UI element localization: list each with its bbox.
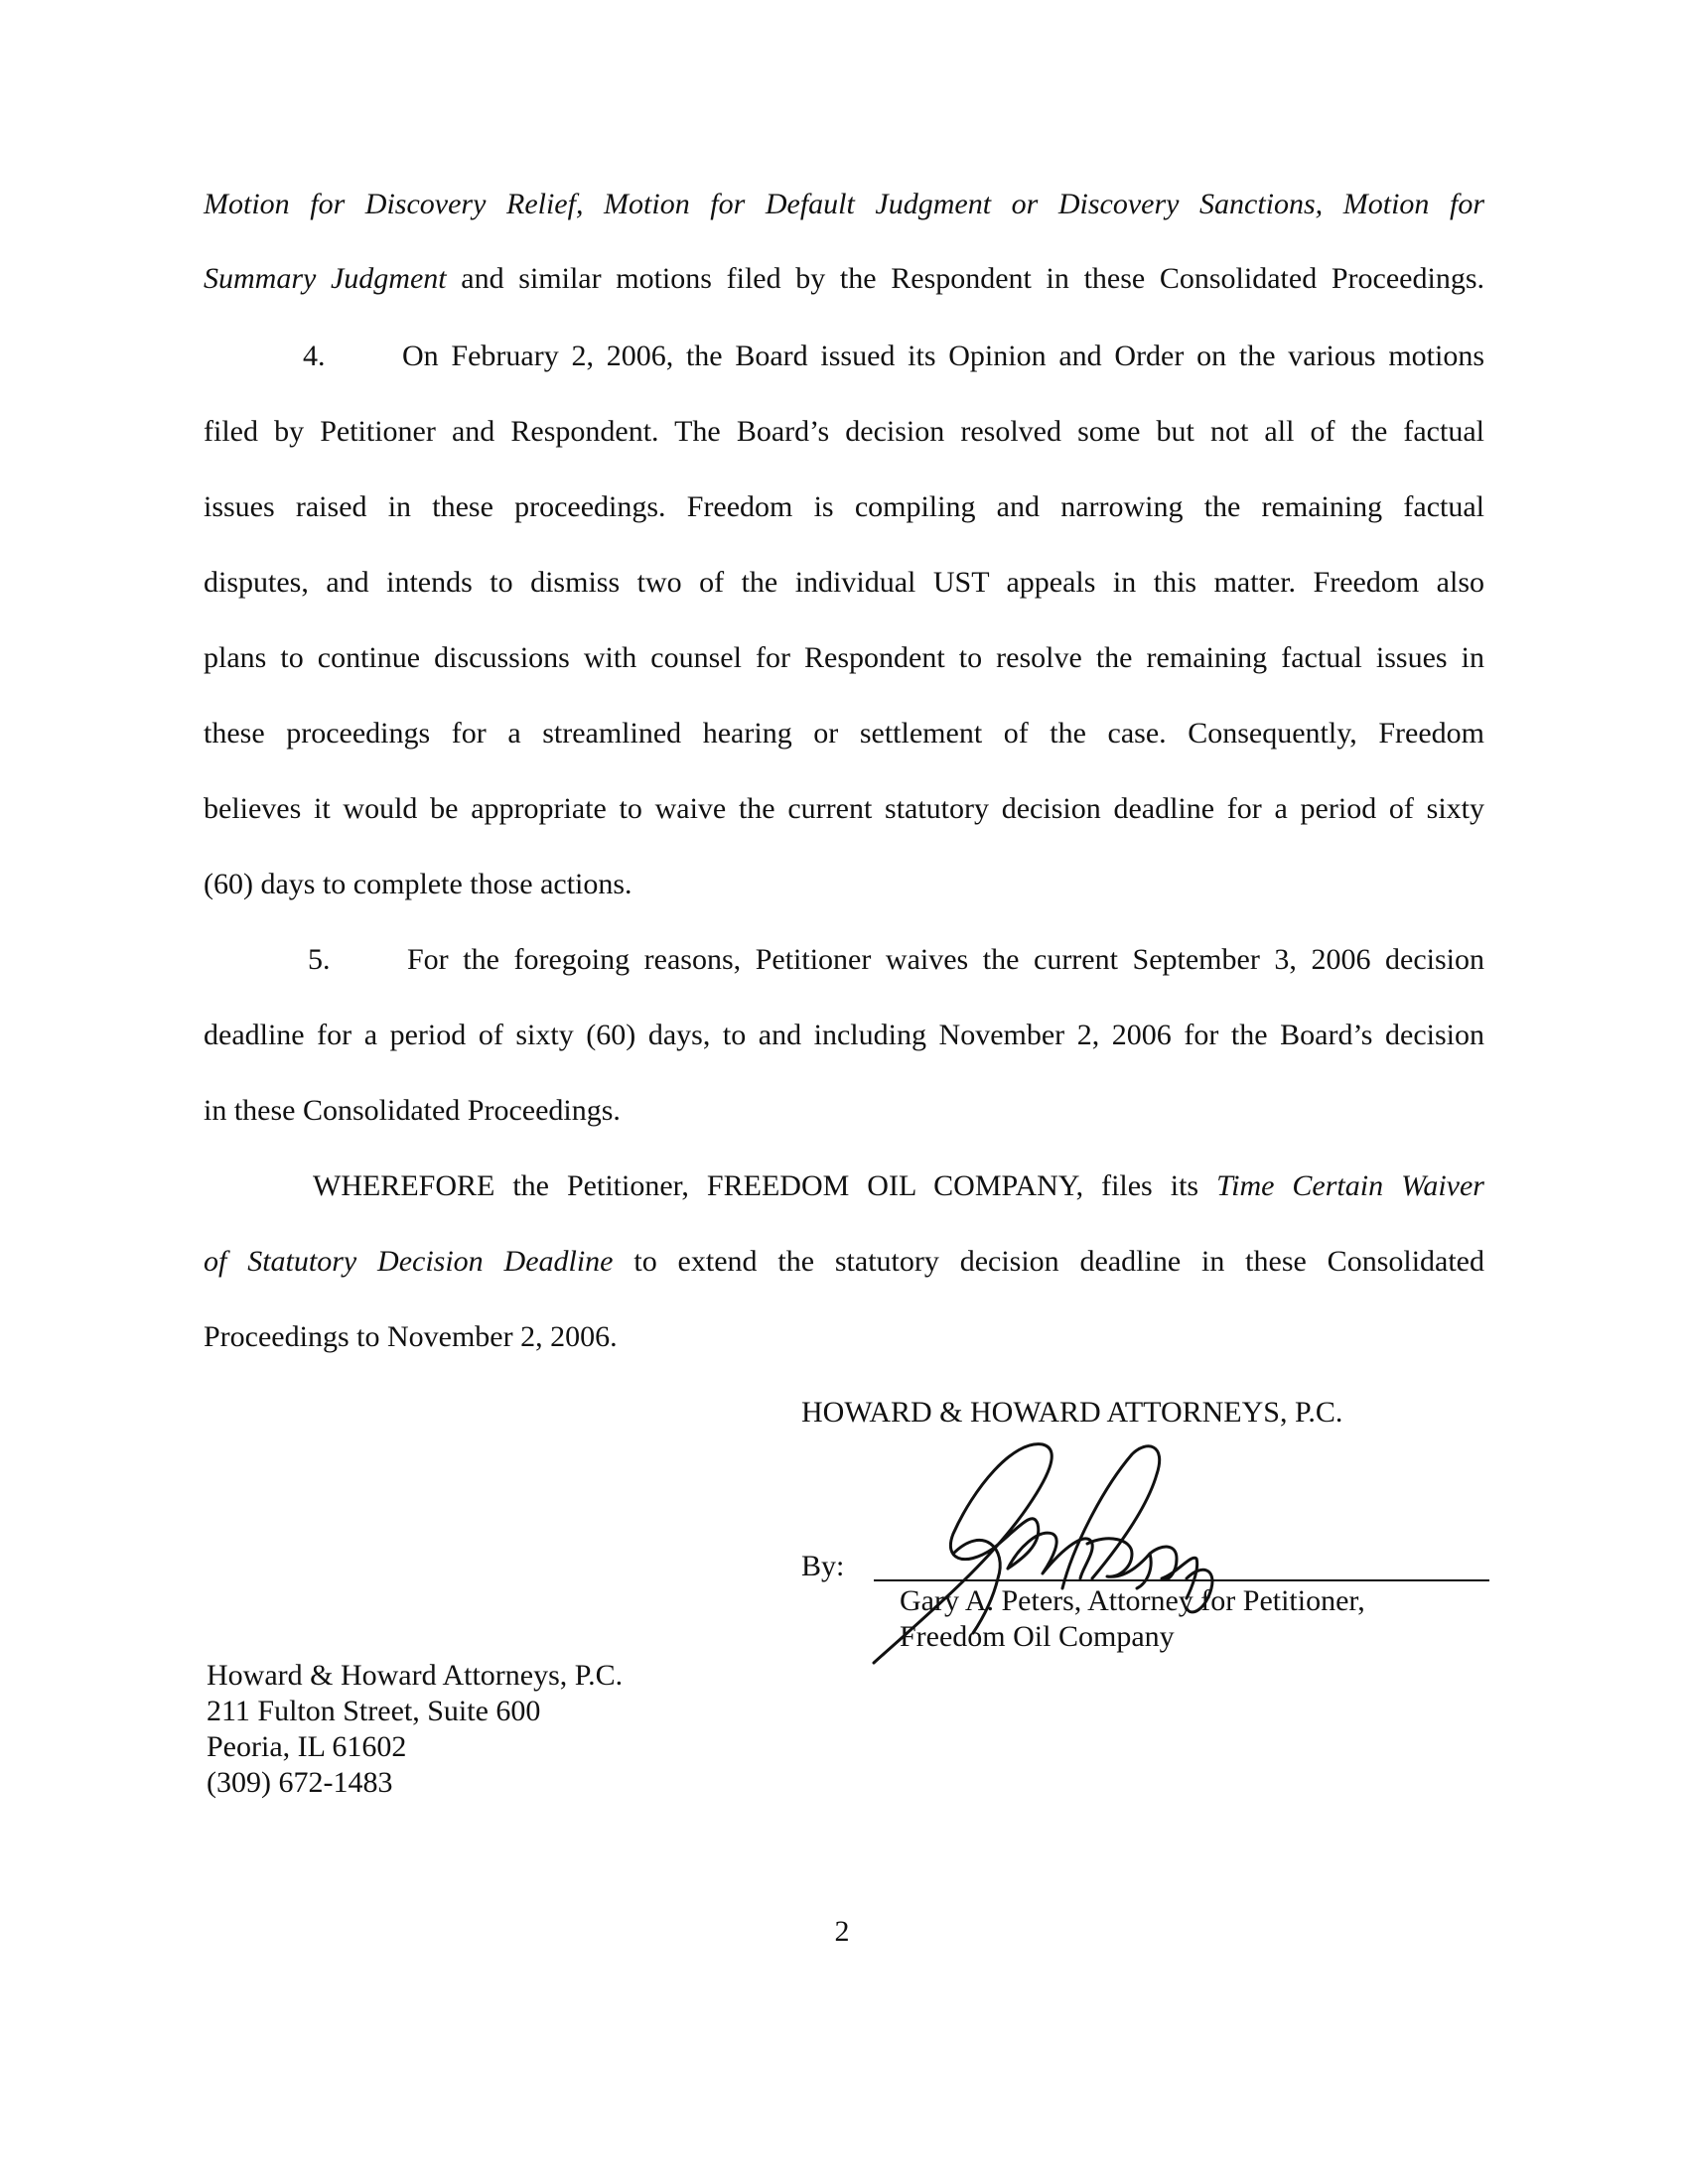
paragraph-5-line-1 (204, 942, 1484, 978)
law-firm-name: HOWARD & HOWARD ATTORNEYS, P.C. (801, 1396, 1343, 1429)
waiver-title-part-2: of Statutory Decision Deadline (204, 1245, 614, 1278)
paragraph-5-line-3: in these Consolidated Proceedings. (204, 1094, 621, 1127)
intro-line-1 (204, 187, 1484, 222)
wherefore-text-2: to extend the statutory decision deadline in these Consolidated (613, 1245, 1484, 1278)
motion-discovery-relief: Motion for Discovery Relief, (204, 188, 584, 220)
address-street: 211 Fulton Street, Suite 600 (207, 1695, 541, 1727)
wherefore-line-1 (204, 1168, 1484, 1204)
by-label: By: (801, 1550, 845, 1582)
motion-default-judgment: Motion for Default Judgment or Discovery Sanctions, (604, 188, 1324, 220)
paragraph-4-line-6: these proceedings for a streamlined hearing or settlement of the case. Consequently, Freedom (204, 717, 1484, 750)
signature-line (874, 1579, 1489, 1581)
waiver-title-part-1: Time Certain Waiver (1216, 1169, 1484, 1202)
intro-line-2 (204, 261, 1484, 297)
address-firm: Howard & Howard Attorneys, P.C. (207, 1659, 624, 1692)
paragraph-4-line-7: believes it would be appropriate to waive the current statutory decision deadline for a period of sixty (204, 792, 1484, 825)
address-phone: (309) 672-1483 (207, 1766, 393, 1799)
motion-for-fragment: Motion for (1342, 188, 1485, 220)
wherefore-line-2 (204, 1244, 1484, 1280)
intro-line-2-text: and similar motions filed by the Respondent in these Consolidated Proceedings. (446, 262, 1484, 295)
page-number: 2 (834, 1915, 850, 1948)
paragraph-5-text-1: For the foregoing reasons, Petitioner waives the current September 3, 2006 decision (407, 943, 1484, 976)
paragraph-5-number: 5. (308, 943, 331, 976)
address-block (207, 1658, 623, 1801)
address-city: Peoria, IL 61602 (207, 1730, 407, 1763)
wherefore-text: WHEREFORE the Petitioner, FREEDOM OIL COMPANY, files its (313, 1169, 1217, 1202)
signer-client: Freedom Oil Company (900, 1620, 1175, 1653)
summary-judgment-title: Summary Judgment (204, 262, 447, 295)
paragraph-4-line-4: disputes, and intends to dismiss two of the individual UST appeals in this matter. Freedom also (204, 566, 1484, 599)
paragraph-4-line-2: filed by Petitioner and Respondent. The Board’s decision resolved some but not all of the factual (204, 415, 1484, 448)
paragraph-4-line-5: plans to continue discussions with counsel for Respondent to resolve the remaining factual issues in (204, 641, 1484, 674)
signer-name: Gary A. Peters, Attorney for Petitioner, (900, 1584, 1365, 1617)
paragraph-4-line-3: issues raised in these proceedings. Freedom is compiling and narrowing the remaining factual (204, 490, 1484, 523)
paragraph-4-line-1 (204, 339, 1484, 374)
paragraph-5-line-2: deadline for a period of sixty (60) days, to and including November 2, 2006 for the Board’s decision (204, 1019, 1484, 1051)
paragraph-4-line-8: (60) days to complete those actions. (204, 868, 632, 900)
paragraph-4-number: 4. (303, 340, 326, 372)
wherefore-line-3: Proceedings to November 2, 2006. (204, 1320, 618, 1353)
paragraph-4-text-1: On February 2, 2006, the Board issued its Opinion and Order on the various motions (402, 340, 1484, 372)
signer-block (900, 1583, 1365, 1655)
